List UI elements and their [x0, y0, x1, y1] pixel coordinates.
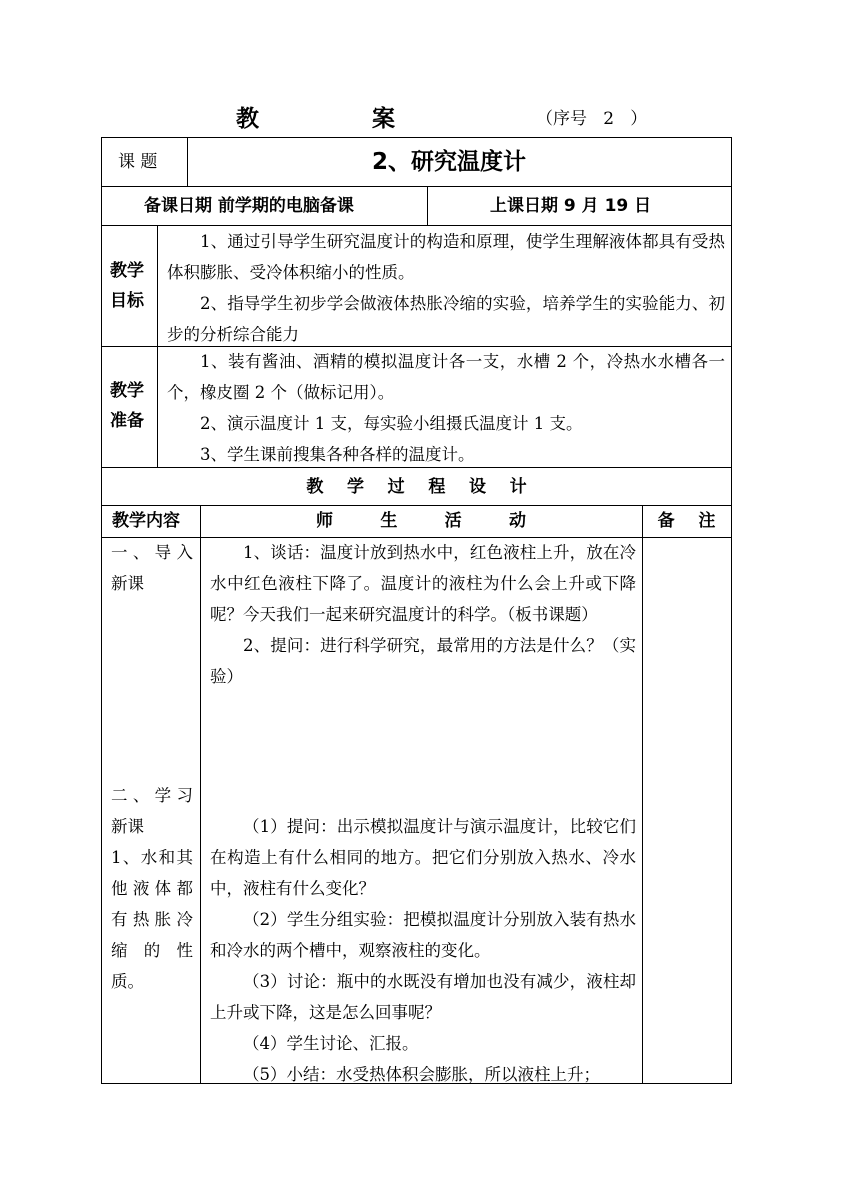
topic-title: 2、研究温度计: [372, 149, 527, 175]
content-new-lesson: 二、学习新课: [111, 786, 193, 836]
preparation-item: 2、演示温度计 1 支，每实验小组摄氏温度计 1 支。: [200, 414, 583, 433]
activity-paragraph: 1、谈话：温度计放到热水中，红色液柱上升，放在冷水中红色液柱下降了。温度计的液柱为什么会上升或下降呢？今天我们一起来研究温度计的科学。（板书课题）: [210, 543, 636, 624]
activity-new-lesson: [210, 811, 636, 1090]
table-border-top: [101, 137, 732, 138]
objective-item: 1、通过引导学生研究温度计的构造和原理，使学生理解液体都具有受热体积膨胀、受冷体积缩小的性质。: [167, 232, 725, 282]
content-intro: 一、导入新课: [111, 543, 193, 593]
col-header-content: 教学内容: [112, 511, 180, 531]
content-point-1: 1、水和其他液体都有热胀冷缩的性质。: [111, 848, 193, 991]
table-rule: [427, 186, 428, 226]
prep-date: 备课日期 前学期的电脑备课: [144, 196, 354, 216]
activity-intro: [210, 537, 636, 692]
table-rule: [101, 186, 732, 187]
table-rule: [157, 225, 158, 468]
activity-paragraph: （1）提问：出示模拟温度计与演示温度计，比较它们在构造上有什么相同的地方。把它们分别放入热水、冷水中，液柱有什么变化？: [210, 817, 636, 898]
title-char-1: 教: [236, 106, 259, 132]
preparation-label-1: 教学: [110, 381, 144, 401]
table-rule: [642, 505, 643, 1084]
table-border-right: [731, 137, 732, 1084]
preparation-item: 3、学生课前搜集各种各样的温度计。: [200, 445, 475, 464]
activity-paragraph: （2）学生分组实验：把模拟温度计分别放入装有热水和冷水的两个槽中，观察液柱的变化。: [210, 910, 636, 960]
table-rule: [187, 137, 188, 187]
lesson-date: 上课日期 9 月 19 日: [490, 196, 652, 216]
preparation-text: [167, 346, 725, 470]
preparation-label-2: 准备: [110, 411, 144, 431]
objectives-text: [167, 226, 725, 350]
activity-paragraph: （5）小结：水受热体积会膨胀，所以液柱上升；: [243, 1065, 600, 1084]
process-section-title: 教 学 过 程 设 计: [306, 477, 527, 497]
col-header-activity: 师 生 活 动: [315, 511, 527, 531]
serial-number: （序号 2 ）: [536, 109, 648, 129]
table-rule: [200, 505, 201, 1084]
objectives-label-2: 目标: [110, 291, 144, 311]
col-header-notes: 备 注: [657, 511, 716, 531]
objectives-label-1: 教学: [110, 261, 144, 281]
preparation-item: 1、装有酱油、酒精的模拟温度计各一支，水槽 2 个，冷热水水槽各一个，橡皮圈 2 个（做标记用）。: [167, 352, 725, 402]
activity-paragraph: （4）学生讨论、汇报。: [243, 1034, 419, 1053]
activity-paragraph: （3）讨论：瓶中的水既没有增加也没有减少，液柱却上升或下降，这是怎么回事呢？: [210, 972, 636, 1022]
title-char-2: 案: [372, 106, 395, 132]
topic-label: 课 题: [118, 152, 158, 172]
table-border-left: [101, 137, 102, 1084]
activity-paragraph: 2、提问：进行科学研究，最常用的方法是什么？（实验）: [210, 636, 636, 686]
objective-item: 2、指导学生初步学会做液体热胀冷缩的实验，培养学生的实验能力、初步的分析综合能力: [167, 294, 725, 344]
